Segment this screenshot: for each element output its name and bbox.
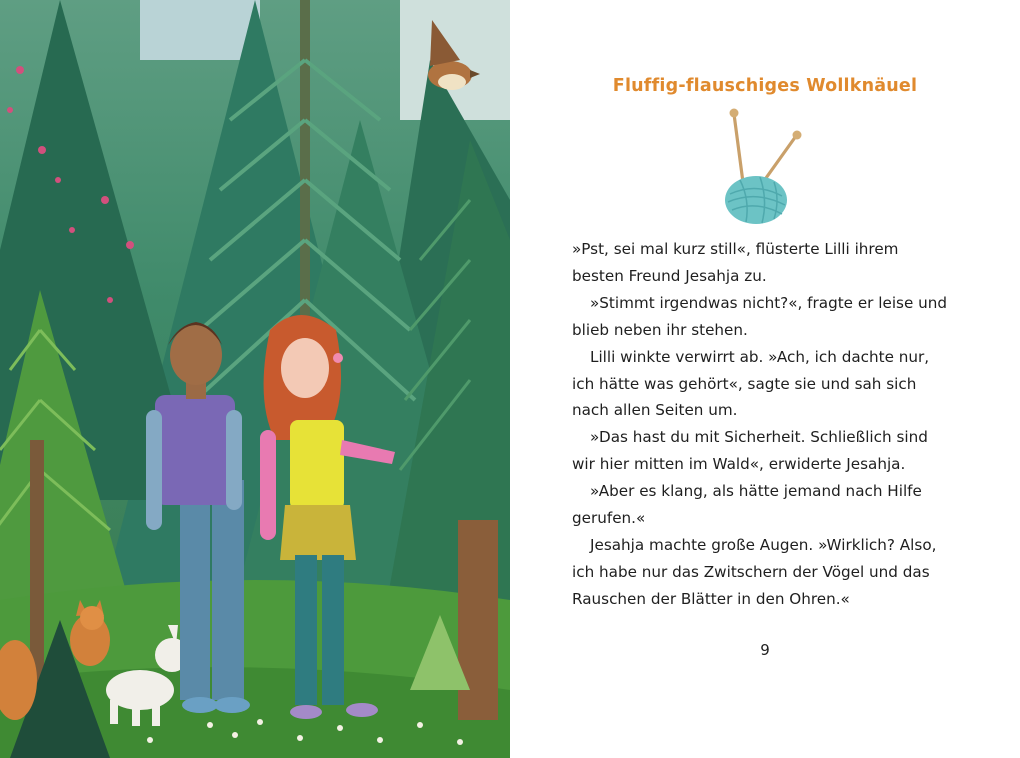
text-page: [510, 0, 1020, 758]
paragraph: »Stimmt irgendwas nicht?«, fragte er leise und blieb neben ihr stehen.: [572, 293, 948, 339]
page-number: 9: [760, 641, 770, 659]
paragraph: »Pst, sei mal kurz still«, flüsterte Lilli ihrem besten Freund Jesahja zu.: [572, 240, 899, 285]
chapter-body-text: [572, 236, 952, 613]
paragraph: Jesahja machte große Augen. »Wirklich? Also, ich habe nur das Zwitschern der Vögel und das Rauschen der Blätter in den Ohren.«: [572, 535, 937, 608]
yarn-ball-with-knitting-needles-icon: [710, 104, 820, 226]
paragraph: »Das hast du mit Sicherheit. Schließlich sind wir hier mitten im Wald«, erwiderte Jesahja.: [572, 428, 928, 474]
paragraph: Lilli winkte verwirrt ab. »Ach, ich dachte nur, ich hätte was gehört«, sagte sie und sah sich nach allen Seiten um.: [572, 347, 930, 420]
paragraph: »Aber es klang, als hätte jemand nach Hilfe gerufen.«: [572, 482, 922, 528]
chapter-title: Fluffig-flauschiges Wollknäuel: [612, 76, 918, 96]
